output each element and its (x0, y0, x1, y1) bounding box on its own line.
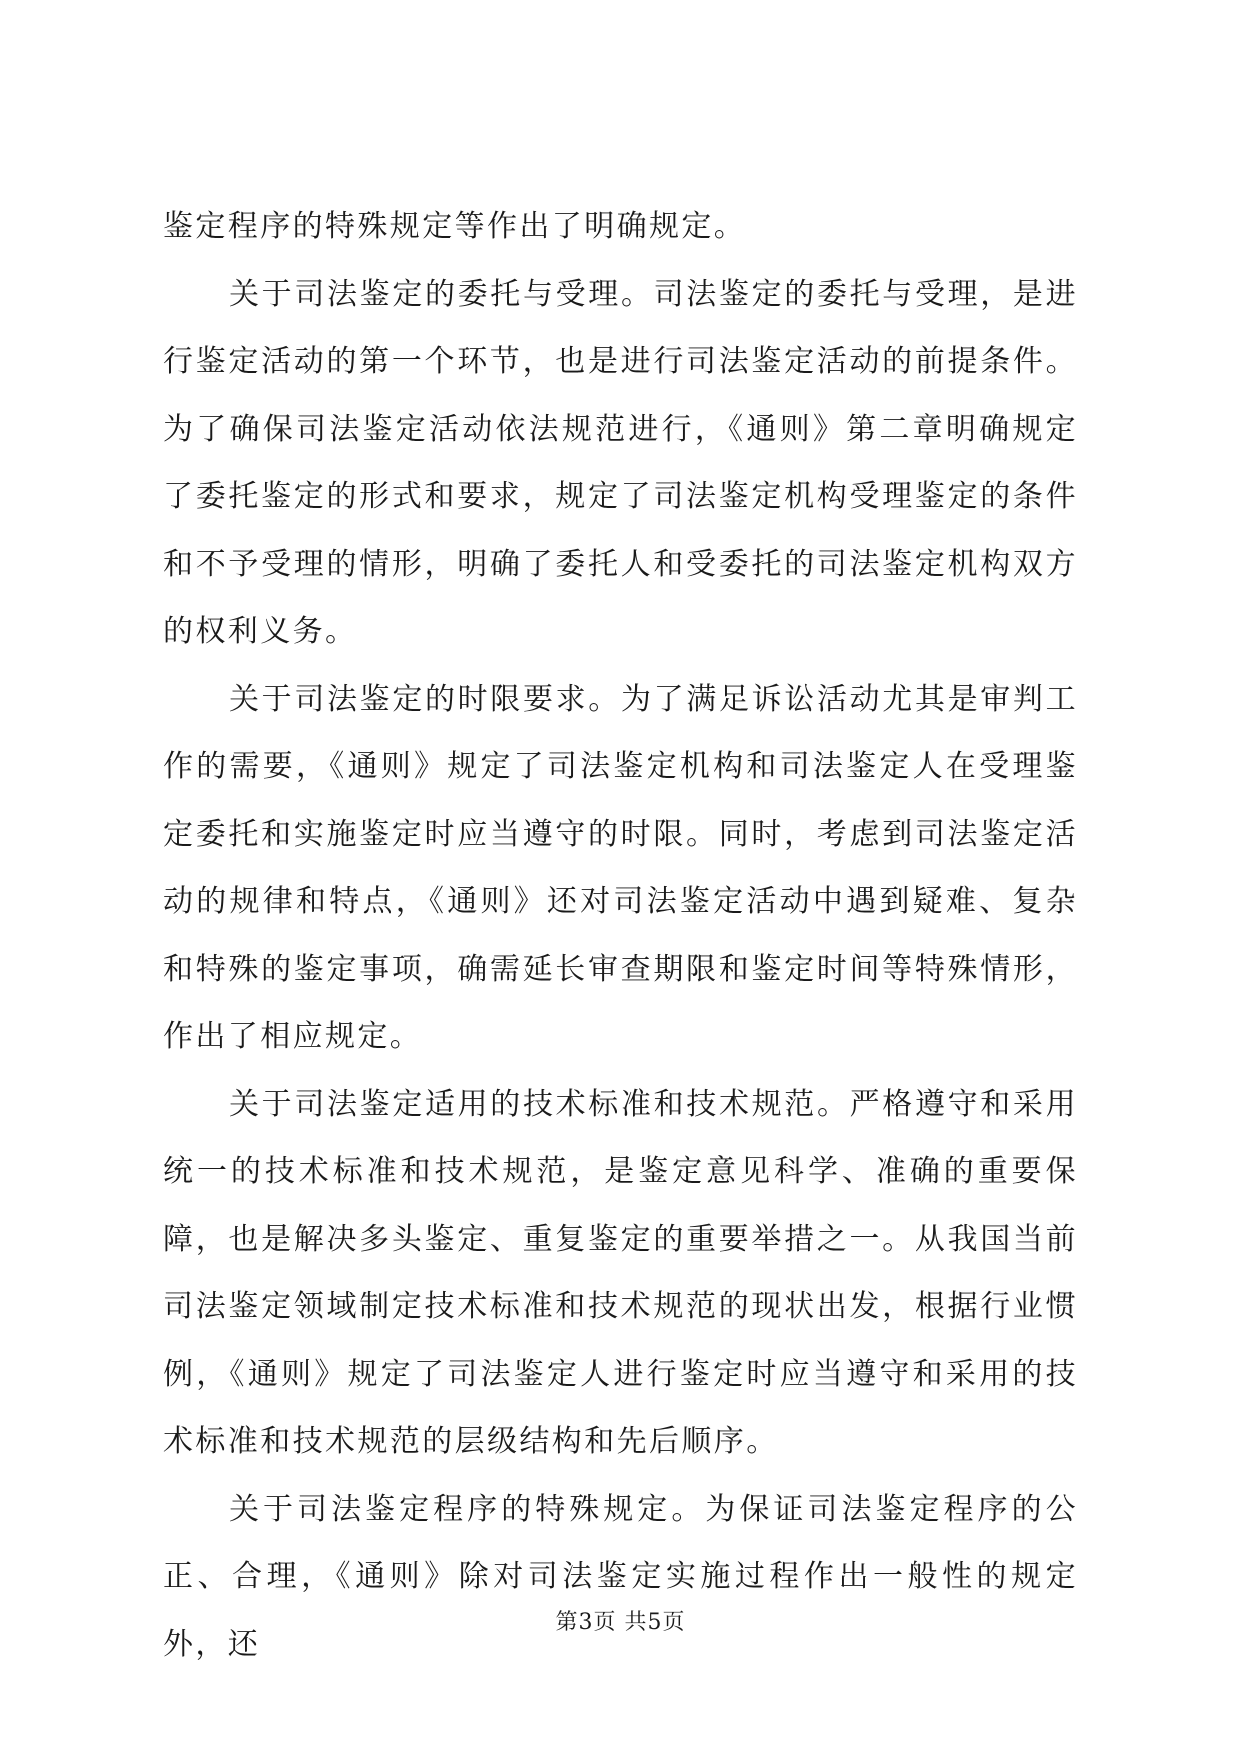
document-body (163, 193, 1078, 1678)
paragraph-continuation: 鉴定程序的特殊规定等作出了明确规定。 (163, 209, 747, 244)
paragraph-special-procedures: 关于司法鉴定程序的特殊规定。为保证司法鉴定程序的公正、合理，《通则》除对司法鉴定实施过程作出一般性的规定外，还 (163, 1491, 1078, 1662)
paragraph-time-limits: 关于司法鉴定的时限要求。为了满足诉讼活动尤其是审判工作的需要，《通则》规定了司法鉴定机构和司法鉴定人在受理鉴定委托和实施鉴定时应当遵守的时限。同时，考虑到司法鉴定活动的规律和特点，《通则》还对司法鉴定活动中遇到疑难、复杂和特殊的鉴定事项，确需延长审查期限和鉴定时间等特殊情形，作出了相应规定。 (163, 681, 1078, 1054)
paragraph-technical-standards: 关于司法鉴定适用的技术标准和技术规范。严格遵守和采用统一的技术标准和技术规范，是鉴定意见科学、准确的重要保障，也是解决多头鉴定、重复鉴定的重要举措之一。从我国当前司法鉴定领域制定技术标准和技术规范的现状出发，根据行业惯例，《通则》规定了司法鉴定人进行鉴定时应当遵守和采用的技术标准和技术规范的层级结构和先后顺序。 (163, 1086, 1078, 1459)
paragraph-entrustment-acceptance: 关于司法鉴定的委托与受理。司法鉴定的委托与受理，是进行鉴定活动的第一个环节，也是进行司法鉴定活动的前提条件。为了确保司法鉴定活动依法规范进行，《通则》第二章明确规定了委托鉴定的形式和要求，规定了司法鉴定机构受理鉴定的条件和不予受理的情形，明确了委托人和受委托的司法鉴定机构双方的权利义务。 (163, 276, 1078, 649)
page-number-footer: 第3页 共5页 (555, 1610, 686, 1635)
